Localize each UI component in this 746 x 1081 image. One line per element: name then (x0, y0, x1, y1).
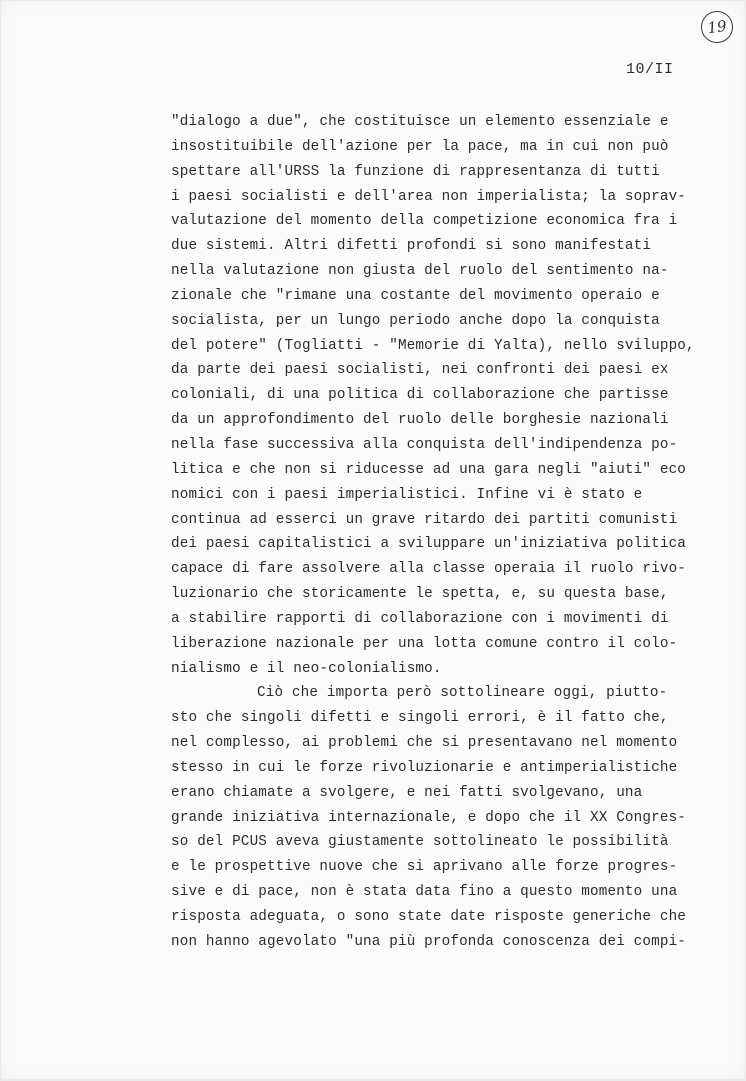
text-line: non hanno agevolato "una più profonda conoscenza dei compi- (171, 933, 687, 950)
text-line: del potere" (Togliatti - "Memorie di Yalta), nello sviluppo, (171, 337, 695, 354)
text-line: erano chiamate a svolgere, e nei fatti svolgevano, una (171, 784, 643, 801)
text-line: nella fase successiva alla conquista dell'indipendenza po- (171, 436, 678, 453)
paragraph-start-line: Ciò che importa però sottolineare oggi, piutto- (257, 685, 668, 702)
text-line: dei paesi capitalistici a sviluppare un'iniziativa politica (171, 536, 687, 553)
text-line: sto che singoli difetti e singoli errori, è il fatto che, (171, 710, 669, 727)
text-line: grande iniziativa internazionale, e dopo che il XX Congres- (171, 809, 687, 826)
text-line: nialismo e il neo-colonialismo. (171, 660, 442, 677)
text-line: luzionario che storicamente le spetta, e, su questa base, (171, 586, 669, 603)
text-line: so del PCUS aveva giustamente sottolineato le possibilità (171, 834, 669, 851)
text-line: zionale che "rimane una costante del movimento operaio e (171, 287, 660, 304)
document-page (1, 1, 745, 1079)
text-line: nel complesso, ai problemi che si presentavano nel momento (171, 735, 678, 752)
text-line: da un approfondimento del ruolo delle borghesie nazionali (171, 412, 669, 429)
text-line: coloniali, di una politica di collaborazione che partisse (171, 387, 669, 404)
text-line: liberazione nazionale per una lotta comune contro il colo- (171, 635, 678, 652)
text-line: i paesi socialisti e dell'area non imperialista; la soprav- (171, 188, 687, 205)
body-text (171, 110, 711, 955)
page-stamp: 19 (699, 9, 735, 45)
text-line: stesso in cui le forze rivoluzionarie e antimperialistiche (171, 759, 678, 776)
text-line: litica e che non si riducesse ad una gara negli "aiuti" eco (171, 461, 687, 478)
text-line: a stabilire rapporti di collaborazione con i movimenti di (171, 610, 669, 627)
text-line: "dialogo a due", che costituisce un elemento essenziale e (171, 114, 669, 130)
text-line: e le prospettive nuove che si aprivano alle forze progres- (171, 859, 678, 876)
text-line: valutazione del momento della competizione economica fra i (171, 213, 678, 230)
text-line: sive e di pace, non è stata data fino a questo momento una (171, 884, 678, 901)
text-line: spettare all'URSS la funzione di rappresentanza di tutti (171, 163, 660, 180)
text-line: nella valutazione non giusta del ruolo del sentimento na- (171, 263, 669, 280)
text-line: capace di fare assolvere alla classe operaia il ruolo rivo- (171, 561, 687, 578)
text-line: da parte dei paesi socialisti, nei confronti dei paesi ex (171, 362, 669, 379)
text-line: continua ad esserci un grave ritardo dei partiti comunisti (171, 511, 678, 528)
text-line: nomici con i paesi imperialistici. Infine vi è stato e (171, 486, 643, 503)
text-line: due sistemi. Altri difetti profondi si sono manifestati (171, 238, 652, 255)
text-line: socialista, per un lungo periodo anche dopo la conquista (171, 312, 660, 329)
text-line: risposta adeguata, o sono state date risposte generiche che (171, 909, 687, 925)
text-line: insostituibile dell'azione per la pace, ma in cui non può (171, 138, 669, 155)
page-number: 10/II (626, 61, 674, 78)
